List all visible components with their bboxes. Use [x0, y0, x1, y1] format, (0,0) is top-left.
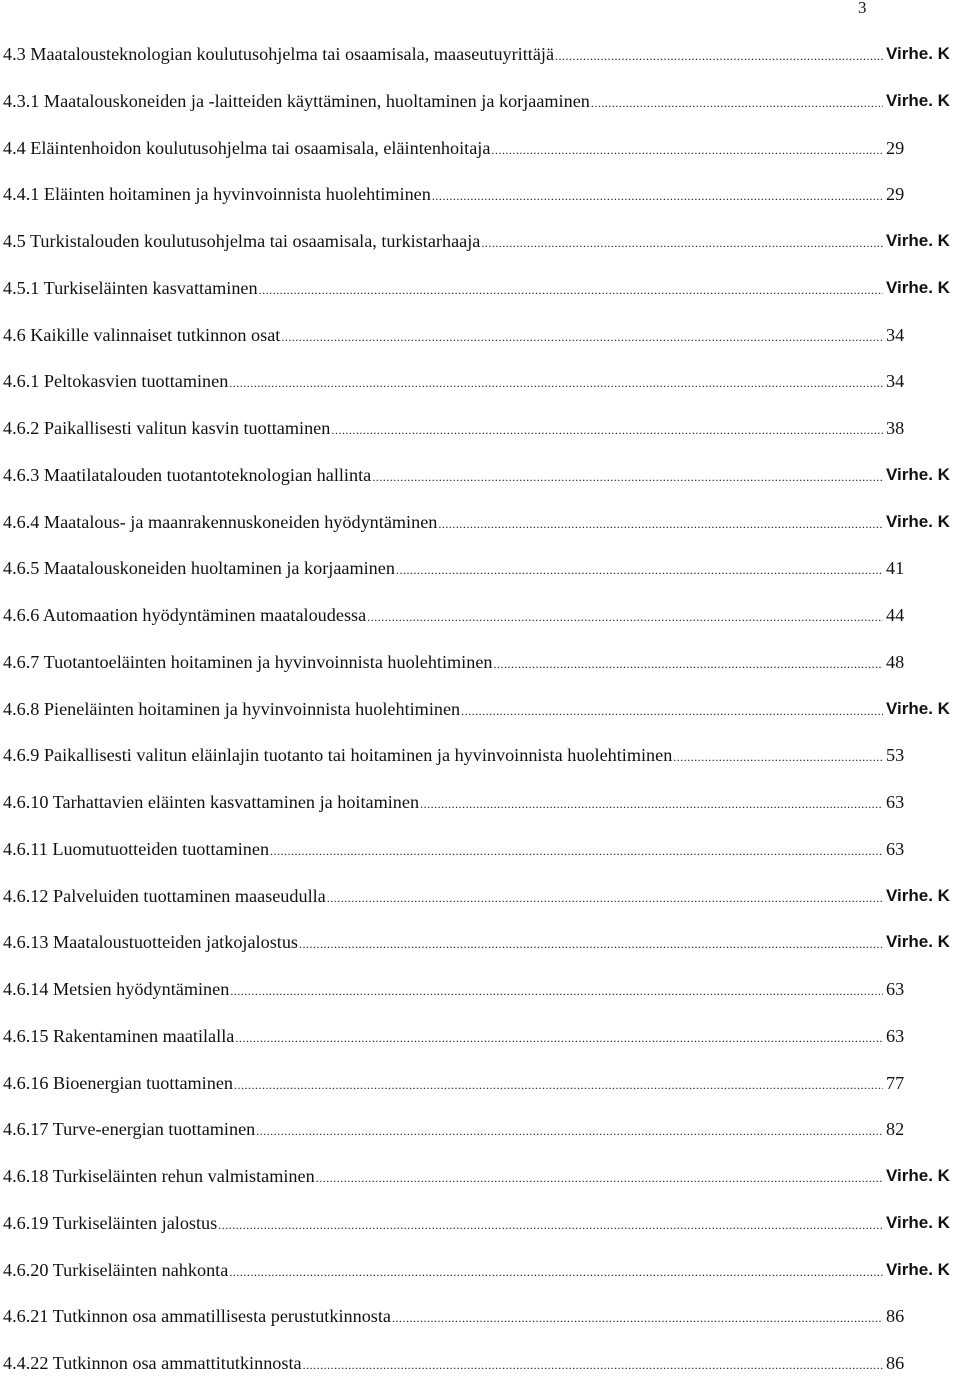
toc-entry-text [3, 743, 883, 769]
toc-page-error-reference[interactable]: Virhe. K [886, 511, 950, 531]
toc-entry[interactable] [3, 884, 960, 931]
toc-entry-title[interactable]: 4.6.21 Tutkinnon osa ammatillisesta perustutkinnosta [3, 1306, 391, 1327]
toc-page-number[interactable]: 29 [886, 184, 905, 205]
toc-dot-leader [235, 1026, 883, 1050]
toc-dot-leader [316, 1166, 883, 1190]
toc-dot-leader [256, 1119, 883, 1143]
toc-entry-title[interactable]: 4.4.1 Eläinten hoitaminen ja hyvinvoinnista huolehtiminen [3, 184, 431, 205]
toc-page-number[interactable]: 34 [886, 371, 905, 392]
toc-entry-text [3, 1211, 883, 1237]
page-number: 3 [858, 0, 867, 17]
toc-entry[interactable] [3, 510, 960, 557]
toc-page-number[interactable]: 48 [886, 651, 905, 672]
toc-entry-text [3, 1258, 883, 1284]
toc-entry-title[interactable]: 4.6.17 Turve-energian tuottaminen [3, 1119, 256, 1140]
table-of-contents [3, 42, 960, 1398]
toc-entry-text [3, 790, 883, 816]
toc-entry-title[interactable]: 4.6.8 Pieneläinten hoitaminen ja hyvinvoinnista huolehtiminen [3, 698, 461, 719]
toc-dot-leader [327, 886, 883, 910]
toc-entry-title[interactable]: 4.6 Kaikille valinnaiset tutkinnon osat [3, 324, 281, 345]
toc-page-error-reference[interactable]: Virhe. K [886, 932, 950, 952]
toc-entry[interactable] [3, 556, 960, 603]
toc-page-number[interactable]: 41 [886, 558, 905, 579]
toc-entry[interactable] [3, 182, 960, 229]
toc-entry-title[interactable]: 4.4.22 Tutkinnon osa ammattitutkinnosta [3, 1353, 302, 1373]
toc-entry-title[interactable]: 4.6.15 Rakentaminen maatilalla [3, 1025, 235, 1046]
toc-page-number[interactable]: 86 [886, 1353, 905, 1373]
toc-entry-title[interactable]: 4.6.20 Turkiseläinten nahkonta [3, 1259, 229, 1280]
toc-dot-leader [438, 512, 883, 536]
toc-entry[interactable] [3, 1024, 960, 1071]
toc-entry-text [3, 510, 883, 536]
toc-entry-text [3, 1351, 883, 1377]
toc-page-error-reference[interactable]: Virhe. K [886, 885, 950, 905]
toc-dot-leader [555, 44, 883, 68]
toc-entry-text [3, 136, 883, 162]
toc-dot-leader [432, 184, 883, 208]
toc-dot-leader [331, 418, 883, 442]
toc-entry-title[interactable]: 4.6.19 Turkiseläinten jalostus [3, 1212, 218, 1233]
toc-entry-text [3, 930, 883, 956]
toc-page-number[interactable]: 44 [886, 605, 905, 625]
toc-entry-title[interactable]: 4.6.14 Metsien hyödyntäminen [3, 979, 230, 999]
toc-dot-leader [372, 465, 883, 489]
toc-entry[interactable] [3, 276, 960, 323]
toc-dot-leader [461, 699, 883, 723]
toc-entry-text [3, 556, 883, 582]
toc-dot-leader [281, 325, 883, 349]
toc-entry[interactable] [3, 1304, 960, 1351]
toc-page-error-reference[interactable]: Virhe. K [886, 698, 950, 718]
toc-dot-leader [392, 1306, 883, 1330]
toc-page-number[interactable]: 53 [886, 745, 905, 766]
toc-entry-title[interactable]: 4.6.12 Palveluiden tuottaminen maaseudulla [3, 885, 326, 906]
toc-page-number[interactable]: 63 [886, 792, 905, 812]
toc-dot-leader [230, 979, 883, 1003]
toc-page-error-reference[interactable]: Virhe. K [886, 90, 950, 110]
toc-dot-leader [420, 792, 883, 816]
toc-page-error-reference[interactable]: Virhe. K [886, 1259, 950, 1279]
toc-entry[interactable] [3, 603, 960, 650]
toc-entry-title[interactable]: 4.6.16 Bioenergian tuottaminen [3, 1072, 233, 1093]
toc-entry-title[interactable]: 4.6.6 Automaation hyödyntäminen maataloudessa [3, 605, 367, 625]
toc-page-error-reference[interactable]: Virhe. K [886, 44, 950, 63]
toc-entry[interactable] [3, 1211, 960, 1258]
toc-page-number[interactable]: 63 [886, 838, 905, 859]
toc-entry-text [3, 1117, 883, 1143]
toc-entry[interactable] [3, 743, 960, 790]
toc-entry-title[interactable]: 4.5 Turkistalouden koulutusohjelma tai osaamisala, turkistarhaaja [3, 231, 481, 251]
toc-dot-leader [259, 278, 883, 302]
toc-page-number[interactable]: 38 [886, 418, 905, 438]
toc-entry-text [3, 323, 883, 349]
toc-entry-text [3, 369, 883, 395]
toc-entry[interactable] [3, 1351, 960, 1398]
toc-page-error-reference[interactable]: Virhe. K [886, 464, 950, 484]
toc-dot-leader [367, 605, 883, 629]
toc-entry-text [3, 463, 883, 489]
toc-dot-leader [591, 91, 883, 115]
toc-page-number[interactable]: 77 [886, 1072, 905, 1093]
toc-entry[interactable] [3, 42, 960, 89]
toc-dot-leader [234, 1073, 883, 1097]
toc-entry-text [3, 1304, 883, 1330]
toc-dot-leader [494, 652, 884, 676]
toc-page-error-reference[interactable]: Virhe. K [886, 277, 950, 297]
toc-entry[interactable] [3, 1258, 960, 1305]
toc-entry-title[interactable]: 4.6.2 Paikallisesti valitun kasvin tuottaminen [3, 418, 331, 438]
toc-entry[interactable] [3, 930, 960, 977]
toc-entry-title[interactable]: 4.5.1 Turkiseläinten kasvattaminen [3, 277, 258, 298]
toc-page-error-reference[interactable]: Virhe. K [886, 1166, 950, 1185]
toc-entry[interactable] [3, 697, 960, 744]
toc-dot-leader [303, 1353, 883, 1377]
toc-entry-title[interactable]: 4.4 Eläintenhoidon koulutusohjelma tai osaamisala, eläintenhoitaja [3, 137, 491, 158]
toc-entry-title[interactable]: 4.6.7 Tuotantoeläinten hoitaminen ja hyvinvoinnista huolehtiminen [3, 651, 493, 672]
toc-dot-leader [396, 558, 883, 582]
toc-entry[interactable] [3, 977, 960, 1024]
toc-entry-text [3, 42, 883, 68]
toc-dot-leader [491, 138, 883, 162]
toc-entry[interactable] [3, 89, 960, 136]
toc-entry[interactable] [3, 837, 960, 884]
toc-entry-title[interactable]: 4.3 Maatalousteknologian koulutusohjelma tai osaamisala, maaseutuyrittäjä [3, 44, 555, 64]
toc-entry-title[interactable]: 4.3.1 Maatalouskoneiden ja -laitteiden käyttäminen, huoltaminen ja korjaaminen [3, 90, 590, 111]
toc-entry[interactable] [3, 463, 960, 510]
toc-entry-text [3, 182, 883, 208]
toc-dot-leader [481, 231, 883, 255]
toc-entry-text [3, 697, 883, 723]
toc-page-number[interactable]: 63 [886, 1025, 905, 1046]
toc-entry-text [3, 650, 883, 676]
toc-dot-leader [229, 371, 883, 395]
toc-entry-title[interactable]: 4.6.11 Luomutuotteiden tuottaminen [3, 838, 270, 859]
toc-entry[interactable] [3, 229, 960, 276]
toc-page-error-reference[interactable]: Virhe. K [886, 1212, 950, 1232]
toc-entry[interactable] [3, 790, 960, 837]
toc-dot-leader [218, 1213, 883, 1237]
toc-entry-text [3, 416, 883, 442]
toc-entry-text [3, 1024, 883, 1050]
toc-dot-leader [299, 932, 883, 956]
toc-entry-title[interactable]: 4.6.13 Maataloustuotteiden jatkojalostus [3, 932, 298, 953]
toc-entry-text [3, 1071, 883, 1097]
toc-entry-text [3, 276, 883, 302]
toc-entry-title[interactable]: 4.6.10 Tarhattavien eläinten kasvattaminen ja hoitaminen [3, 792, 420, 812]
toc-entry[interactable] [3, 1071, 960, 1118]
toc-entry-text [3, 884, 883, 910]
toc-dot-leader [673, 745, 883, 769]
toc-entry-title[interactable]: 4.6.3 Maatilatalouden tuotantoteknologian hallinta [3, 464, 372, 485]
toc-page-number[interactable]: 34 [886, 324, 905, 345]
toc-dot-leader [270, 839, 883, 863]
toc-page-number[interactable]: 82 [886, 1119, 905, 1140]
toc-entry[interactable] [3, 136, 960, 183]
toc-page-number[interactable]: 63 [886, 979, 905, 999]
toc-entry-title[interactable]: 4.6.4 Maatalous- ja maanrakennuskoneiden hyödyntäminen [3, 511, 438, 532]
toc-entry[interactable] [3, 1164, 960, 1211]
toc-entry-title[interactable]: 4.6.9 Paikallisesti valitun eläinlajin tuotanto tai hoitaminen ja hyvinvoinnista huolehtiminen [3, 745, 673, 766]
toc-entry[interactable] [3, 369, 960, 416]
toc-dot-leader [229, 1260, 883, 1284]
toc-entry-title[interactable]: 4.6.5 Maatalouskoneiden huoltaminen ja korjaaminen [3, 558, 395, 579]
toc-entry-text [3, 229, 883, 255]
toc-entry-text [3, 837, 883, 863]
toc-entry-text [3, 1164, 883, 1190]
toc-entry[interactable] [3, 323, 960, 370]
toc-entry-text [3, 977, 883, 1003]
toc-page-error-reference[interactable]: Virhe. K [886, 231, 950, 250]
toc-entry[interactable] [3, 650, 960, 697]
toc-entry[interactable] [3, 416, 960, 463]
toc-entry-title[interactable]: 4.6.18 Turkiseläinten rehun valmistaminen [3, 1166, 315, 1186]
toc-entry[interactable] [3, 1117, 960, 1164]
toc-entry-text [3, 89, 883, 115]
toc-entry-title[interactable]: 4.6.1 Peltokasvien tuottaminen [3, 371, 229, 392]
toc-entry-text [3, 603, 883, 629]
toc-page-number[interactable]: 29 [886, 137, 905, 158]
toc-page-number[interactable]: 86 [886, 1306, 905, 1327]
